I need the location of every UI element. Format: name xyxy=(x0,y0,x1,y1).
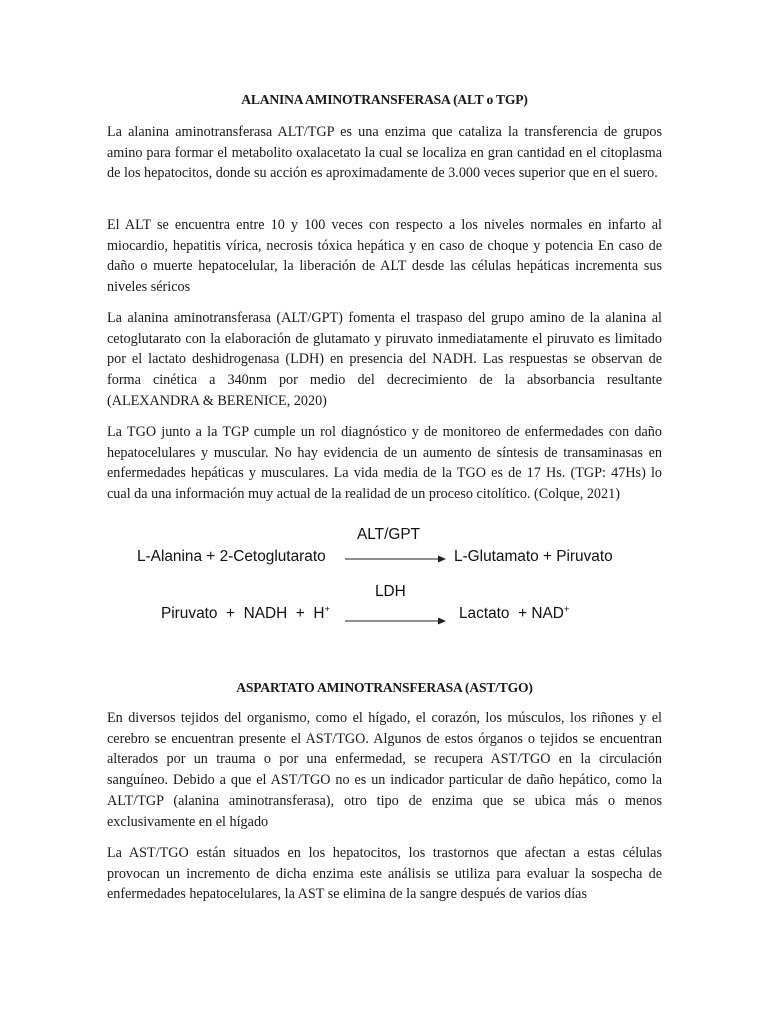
reaction-enzyme-label: ALT/GPT xyxy=(357,526,420,543)
reaction-ldh xyxy=(0,581,768,631)
section-heading-ast: ASPARTATO AMINOTRANSFERASA (AST/TGO) xyxy=(236,680,533,695)
reaction-products: L-Glutamato + Piruvato xyxy=(454,548,613,565)
paragraph-alt-levels: El ALT se encuentra entre 10 y 100 veces con respecto a los niveles normales en infarto al miocardio, hepatitis vírica, necrosis tóxica hepática y en caso de choque y potencia En caso de daño o muerte hepatocelular, la liberación de ALT desde las células hepáticas incrementa sus niveles séricos xyxy=(107,217,662,296)
plus-sign: + xyxy=(226,605,236,622)
reaction-alt-gpt xyxy=(0,524,768,574)
product-nad: + NAD xyxy=(518,605,564,622)
reaction-enzyme-label: LDH xyxy=(375,583,406,600)
paragraph-alt-mechanism: La alanina aminotransferasa (ALT/GPT) fomenta el traspaso del grupo amino de la alanina al cetoglutarato con la elaboración de glutamato y piruvato inmediatamente el piruvato es limitado por el lactato deshidrogenasa (LDH) en presencia del NADH. Las respuestas se observan de forma cinética a 340nm por medio del decrecimiento de la absorbancia resultante (ALEXANDRA & BERENICE, 2020) xyxy=(107,310,662,409)
reactant-h: H xyxy=(313,605,325,622)
reactant-nadh: NADH xyxy=(243,605,288,622)
plus-sign: + xyxy=(295,605,305,622)
section-heading-alt: ALANINA AMINOTRANSFERASA (ALT o TGP) xyxy=(241,92,528,107)
paragraph-ast-tissues: En diversos tejidos del organismo, como el hígado, el corazón, los músculos, los riñones y el cerebro se encuentran presente el AST/TGO. Algunos de estos órganos o tejidos se encuentran alterados por un trauma o por una enfermedad, se recupera AST/TGO en la circulación sanguíneo. Debido a que el AST/TGO no es un indicador particular de daño hepático, como la ALT/TGP (alanina aminotransferasa), otro tipo de enzima que se ubica más o menos exclusivamente en el hígado xyxy=(107,710,662,830)
reaction-reactants xyxy=(161,605,330,623)
charge-superscript: + xyxy=(324,604,331,615)
reaction-reactants: L-Alanina + 2-Cetoglutarato xyxy=(137,548,326,565)
reaction-arrow-icon xyxy=(345,554,446,564)
paragraph-alt-definition: La alanina aminotransferasa ALT/TGP es una enzima que cataliza la transferencia de grupos amino para formar el metabolito oxalacetato la cual se localiza en gran cantidad en el citoplasma de los hepatocitos, donde su acción es aproximadamente de 3.000 veces superior que en el suero. xyxy=(107,124,662,182)
product-lactato: Lactato xyxy=(459,605,510,622)
paragraph-tgo-tgp-role: La TGO junto a la TGP cumple un rol diagnóstico y de monitoreo de enfermedades con daño hepatocelulares y muscular. No hay evidencia de un aumento de síntesis de transaminasas en enfermedades hepáticas y musculares. La vida media de la TGO es de 17 Hs. (TGP: 47Hs) lo cual da una información muy actual de la realidad de un proceso citolítico. (Colque, 2021) xyxy=(107,424,662,503)
paragraph-ast-hepatocytes: La AST/TGO están situados en los hepatocitos, los trastornos que afectan a estas células provocan un incremento de dicha enzima este análisis se utiliza para evaluar la sospecha de enfermedades hepatocelulares, la AST se elimina de la sangre después de varios días xyxy=(107,845,662,903)
charge-superscript: + xyxy=(563,604,570,615)
reaction-products xyxy=(459,605,569,623)
reaction-arrow-icon xyxy=(345,616,446,626)
reactant-piruvato: Piruvato xyxy=(161,605,218,622)
